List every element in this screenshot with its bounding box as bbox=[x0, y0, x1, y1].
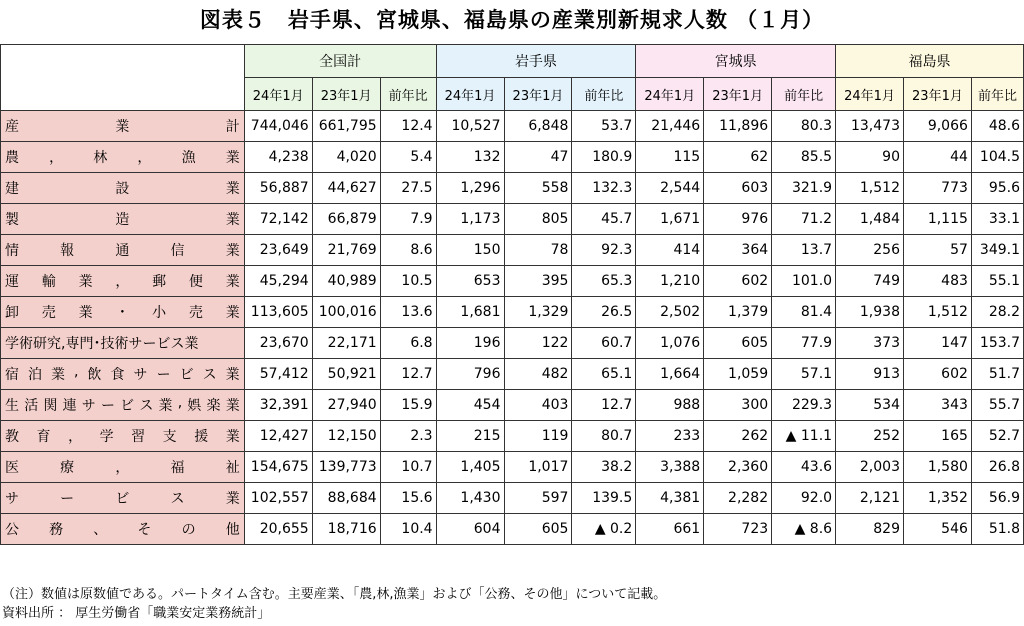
value-cell: 1,664 bbox=[636, 359, 704, 390]
value-cell: 483 bbox=[903, 266, 971, 297]
subheader-cell: 23年1月 bbox=[704, 78, 772, 111]
value-cell: 605 bbox=[704, 328, 772, 359]
value-cell: 349.1 bbox=[971, 235, 1023, 266]
value-cell: 95.6 bbox=[971, 173, 1023, 204]
subheader-cell: 24年1月 bbox=[636, 78, 704, 111]
value-cell: 4,381 bbox=[636, 483, 704, 514]
corner-cell bbox=[1, 45, 245, 111]
value-cell: 62 bbox=[704, 142, 772, 173]
industry-label: 宿 泊 業 , 飲 食 サ ー ビ ス 業 bbox=[1, 359, 245, 390]
value-cell: 71.2 bbox=[772, 204, 836, 235]
value-cell: 796 bbox=[436, 359, 504, 390]
value-cell: 7.9 bbox=[380, 204, 436, 235]
page-title: 図表５ 岩手県、宮城県、福島県の産業別新規求人数 （１月） bbox=[199, 8, 825, 32]
value-cell: 90 bbox=[836, 142, 904, 173]
value-cell: 558 bbox=[504, 173, 572, 204]
value-cell: 12.7 bbox=[380, 359, 436, 390]
value-cell: 229.3 bbox=[772, 390, 836, 421]
value-cell: ▲ 0.2 bbox=[572, 514, 636, 545]
value-cell: 12.4 bbox=[380, 111, 436, 142]
value-cell: 43.6 bbox=[772, 452, 836, 483]
value-cell: 196 bbox=[436, 328, 504, 359]
value-cell: 13.6 bbox=[380, 297, 436, 328]
value-cell: 1,938 bbox=[836, 297, 904, 328]
value-cell: 101.0 bbox=[772, 266, 836, 297]
value-cell: 215 bbox=[436, 421, 504, 452]
table-row bbox=[1, 514, 1024, 545]
value-cell: 12,150 bbox=[312, 421, 380, 452]
table-row bbox=[1, 452, 1024, 483]
value-cell: 773 bbox=[903, 173, 971, 204]
subheader-cell: 前年比 bbox=[380, 78, 436, 111]
value-cell: 1,681 bbox=[436, 297, 504, 328]
value-cell: 602 bbox=[903, 359, 971, 390]
value-cell: 57,412 bbox=[244, 359, 312, 390]
subheader-cell: 前年比 bbox=[572, 78, 636, 111]
value-cell: 2,360 bbox=[704, 452, 772, 483]
value-cell: 9,066 bbox=[903, 111, 971, 142]
value-cell: 2.3 bbox=[380, 421, 436, 452]
value-cell: 102,557 bbox=[244, 483, 312, 514]
value-cell: 21,446 bbox=[636, 111, 704, 142]
value-cell: 744,046 bbox=[244, 111, 312, 142]
table-row bbox=[1, 204, 1024, 235]
value-cell: 1,352 bbox=[903, 483, 971, 514]
value-cell: 1,430 bbox=[436, 483, 504, 514]
value-cell: 60.7 bbox=[572, 328, 636, 359]
value-cell: 51.7 bbox=[971, 359, 1023, 390]
value-cell: 180.9 bbox=[572, 142, 636, 173]
value-cell: 6,848 bbox=[504, 111, 572, 142]
value-cell: 1,329 bbox=[504, 297, 572, 328]
table-row bbox=[1, 390, 1024, 421]
value-cell: 1,115 bbox=[903, 204, 971, 235]
value-cell: 233 bbox=[636, 421, 704, 452]
value-cell: 119 bbox=[504, 421, 572, 452]
value-cell: ▲ 8.6 bbox=[772, 514, 836, 545]
industry-label: 産 業 計 bbox=[1, 111, 245, 142]
data-table bbox=[0, 44, 1024, 545]
value-cell: 321.9 bbox=[772, 173, 836, 204]
value-cell: 115 bbox=[636, 142, 704, 173]
table-row bbox=[1, 266, 1024, 297]
value-cell: 403 bbox=[504, 390, 572, 421]
value-cell: 534 bbox=[836, 390, 904, 421]
value-cell: 1,296 bbox=[436, 173, 504, 204]
value-cell: 1,512 bbox=[836, 173, 904, 204]
value-cell: 15.9 bbox=[380, 390, 436, 421]
value-cell: 653 bbox=[436, 266, 504, 297]
region-header-miyagi: 宮城県 bbox=[636, 45, 836, 78]
value-cell: 482 bbox=[504, 359, 572, 390]
industry-label: サ ー ビ ス 業 bbox=[1, 483, 245, 514]
value-cell: 57.1 bbox=[772, 359, 836, 390]
value-cell: 92.3 bbox=[572, 235, 636, 266]
table-row bbox=[1, 111, 1024, 142]
value-cell: 154,675 bbox=[244, 452, 312, 483]
value-cell: 57 bbox=[903, 235, 971, 266]
value-cell: 20,655 bbox=[244, 514, 312, 545]
value-cell: 454 bbox=[436, 390, 504, 421]
value-cell: 66,879 bbox=[312, 204, 380, 235]
value-cell: 414 bbox=[636, 235, 704, 266]
value-cell: 38.2 bbox=[572, 452, 636, 483]
industry-label: 卸 売 業 ・ 小 売 業 bbox=[1, 297, 245, 328]
industry-label: 生 活 関 連 サ ー ビ ス 業 , 娯 楽 業 bbox=[1, 390, 245, 421]
industry-label: 学術研究,専門･技術サービス業 bbox=[1, 328, 245, 359]
value-cell: 10.5 bbox=[380, 266, 436, 297]
value-cell: 395 bbox=[504, 266, 572, 297]
value-cell: 147 bbox=[903, 328, 971, 359]
table-row bbox=[1, 421, 1024, 452]
region-header-row bbox=[1, 45, 1024, 78]
value-cell: 23,649 bbox=[244, 235, 312, 266]
value-cell: 132.3 bbox=[572, 173, 636, 204]
value-cell: 1,671 bbox=[636, 204, 704, 235]
value-cell: 65.3 bbox=[572, 266, 636, 297]
value-cell: 55.7 bbox=[971, 390, 1023, 421]
value-cell: ▲ 11.1 bbox=[772, 421, 836, 452]
note-line: （注）数値は原数値である。パートタイム含む。主要産業、「農,林,漁業」および「公務、その他」について記載。 bbox=[2, 587, 667, 602]
region-header-fukushima: 福島県 bbox=[836, 45, 1024, 78]
table-row bbox=[1, 173, 1024, 204]
value-cell: 1,484 bbox=[836, 204, 904, 235]
value-cell: 28.2 bbox=[971, 297, 1023, 328]
value-cell: 10.7 bbox=[380, 452, 436, 483]
value-cell: 1,512 bbox=[903, 297, 971, 328]
value-cell: 661,795 bbox=[312, 111, 380, 142]
value-cell: 2,544 bbox=[636, 173, 704, 204]
value-cell: 88,684 bbox=[312, 483, 380, 514]
value-cell: 80.7 bbox=[572, 421, 636, 452]
value-cell: 56,887 bbox=[244, 173, 312, 204]
industry-label: 製 造 業 bbox=[1, 204, 245, 235]
value-cell: 661 bbox=[636, 514, 704, 545]
value-cell: 597 bbox=[504, 483, 572, 514]
value-cell: 12.7 bbox=[572, 390, 636, 421]
value-cell: 6.8 bbox=[380, 328, 436, 359]
industry-label: 運 輸 業 ， 郵 便 業 bbox=[1, 266, 245, 297]
subheader-cell: 24年1月 bbox=[836, 78, 904, 111]
subheader-cell: 24年1月 bbox=[244, 78, 312, 111]
value-cell: 8.6 bbox=[380, 235, 436, 266]
value-cell: 50,921 bbox=[312, 359, 380, 390]
subheader-cell: 前年比 bbox=[772, 78, 836, 111]
table-body bbox=[1, 111, 1024, 545]
value-cell: 2,282 bbox=[704, 483, 772, 514]
value-cell: 4,020 bbox=[312, 142, 380, 173]
table-row bbox=[1, 142, 1024, 173]
subheader-cell: 23年1月 bbox=[903, 78, 971, 111]
industry-label: 教 育 ， 学 習 支 援 業 bbox=[1, 421, 245, 452]
industry-label: 公 務 、 そ の 他 bbox=[1, 514, 245, 545]
value-cell: 44,627 bbox=[312, 173, 380, 204]
value-cell: 85.5 bbox=[772, 142, 836, 173]
value-cell: 546 bbox=[903, 514, 971, 545]
value-cell: 77.9 bbox=[772, 328, 836, 359]
value-cell: 256 bbox=[836, 235, 904, 266]
value-cell: 104.5 bbox=[971, 142, 1023, 173]
value-cell: 11,896 bbox=[704, 111, 772, 142]
value-cell: 749 bbox=[836, 266, 904, 297]
value-cell: 364 bbox=[704, 235, 772, 266]
table-row bbox=[1, 328, 1024, 359]
subheader-cell: 23年1月 bbox=[312, 78, 380, 111]
value-cell: 27.5 bbox=[380, 173, 436, 204]
value-cell: 2,502 bbox=[636, 297, 704, 328]
value-cell: 805 bbox=[504, 204, 572, 235]
value-cell: 3,388 bbox=[636, 452, 704, 483]
value-cell: 1,173 bbox=[436, 204, 504, 235]
value-cell: 48.6 bbox=[971, 111, 1023, 142]
value-cell: 2,003 bbox=[836, 452, 904, 483]
value-cell: 78 bbox=[504, 235, 572, 266]
value-cell: 1,379 bbox=[704, 297, 772, 328]
value-cell: 913 bbox=[836, 359, 904, 390]
region-header-national: 全国計 bbox=[244, 45, 436, 78]
source-line: 資料出所 ： 厚生労働省「職業安定業務統計」 bbox=[2, 606, 271, 621]
value-cell: 988 bbox=[636, 390, 704, 421]
value-cell: 65.1 bbox=[572, 359, 636, 390]
value-cell: 40,989 bbox=[312, 266, 380, 297]
value-cell: 21,769 bbox=[312, 235, 380, 266]
subheader-cell: 23年1月 bbox=[504, 78, 572, 111]
table-row bbox=[1, 297, 1024, 328]
value-cell: 33.1 bbox=[971, 204, 1023, 235]
value-cell: 300 bbox=[704, 390, 772, 421]
value-cell: 343 bbox=[903, 390, 971, 421]
value-cell: 1,017 bbox=[504, 452, 572, 483]
value-cell: 5.4 bbox=[380, 142, 436, 173]
value-cell: 10,527 bbox=[436, 111, 504, 142]
value-cell: 23,670 bbox=[244, 328, 312, 359]
value-cell: 262 bbox=[704, 421, 772, 452]
value-cell: 10.4 bbox=[380, 514, 436, 545]
value-cell: 26.5 bbox=[572, 297, 636, 328]
value-cell: 45.7 bbox=[572, 204, 636, 235]
notes bbox=[2, 585, 666, 623]
region-header-iwate: 岩手県 bbox=[436, 45, 636, 78]
value-cell: 44 bbox=[903, 142, 971, 173]
value-cell: 1,405 bbox=[436, 452, 504, 483]
value-cell: 32,391 bbox=[244, 390, 312, 421]
industry-label: 医 療 ， 福 祉 bbox=[1, 452, 245, 483]
value-cell: 252 bbox=[836, 421, 904, 452]
value-cell: 603 bbox=[704, 173, 772, 204]
value-cell: 139,773 bbox=[312, 452, 380, 483]
industry-label: 情 報 通 信 業 bbox=[1, 235, 245, 266]
value-cell: 132 bbox=[436, 142, 504, 173]
value-cell: 15.6 bbox=[380, 483, 436, 514]
value-cell: 51.8 bbox=[971, 514, 1023, 545]
value-cell: 27,940 bbox=[312, 390, 380, 421]
industry-label: 農 ， 林 ， 漁 業 bbox=[1, 142, 245, 173]
value-cell: 13.7 bbox=[772, 235, 836, 266]
value-cell: 604 bbox=[436, 514, 504, 545]
value-cell: 81.4 bbox=[772, 297, 836, 328]
value-cell: 829 bbox=[836, 514, 904, 545]
subheader-cell: 24年1月 bbox=[436, 78, 504, 111]
value-cell: 1,076 bbox=[636, 328, 704, 359]
value-cell: 13,473 bbox=[836, 111, 904, 142]
table-row bbox=[1, 235, 1024, 266]
industry-label: 建 設 業 bbox=[1, 173, 245, 204]
value-cell: 1,580 bbox=[903, 452, 971, 483]
value-cell: 113,605 bbox=[244, 297, 312, 328]
value-cell: 56.9 bbox=[971, 483, 1023, 514]
value-cell: 92.0 bbox=[772, 483, 836, 514]
value-cell: 1,059 bbox=[704, 359, 772, 390]
value-cell: 12,427 bbox=[244, 421, 312, 452]
value-cell: 47 bbox=[504, 142, 572, 173]
table-row bbox=[1, 483, 1024, 514]
value-cell: 4,238 bbox=[244, 142, 312, 173]
value-cell: 723 bbox=[704, 514, 772, 545]
subheader-cell: 前年比 bbox=[971, 78, 1023, 111]
value-cell: 150 bbox=[436, 235, 504, 266]
value-cell: 55.1 bbox=[971, 266, 1023, 297]
value-cell: 18,716 bbox=[312, 514, 380, 545]
value-cell: 22,171 bbox=[312, 328, 380, 359]
value-cell: 602 bbox=[704, 266, 772, 297]
value-cell: 1,210 bbox=[636, 266, 704, 297]
value-cell: 72,142 bbox=[244, 204, 312, 235]
value-cell: 976 bbox=[704, 204, 772, 235]
value-cell: 100,016 bbox=[312, 297, 380, 328]
value-cell: 2,121 bbox=[836, 483, 904, 514]
value-cell: 122 bbox=[504, 328, 572, 359]
value-cell: 139.5 bbox=[572, 483, 636, 514]
table-row bbox=[1, 359, 1024, 390]
value-cell: 52.7 bbox=[971, 421, 1023, 452]
value-cell: 605 bbox=[504, 514, 572, 545]
value-cell: 153.7 bbox=[971, 328, 1023, 359]
value-cell: 26.8 bbox=[971, 452, 1023, 483]
value-cell: 80.3 bbox=[772, 111, 836, 142]
value-cell: 53.7 bbox=[572, 111, 636, 142]
value-cell: 165 bbox=[903, 421, 971, 452]
value-cell: 373 bbox=[836, 328, 904, 359]
value-cell: 45,294 bbox=[244, 266, 312, 297]
